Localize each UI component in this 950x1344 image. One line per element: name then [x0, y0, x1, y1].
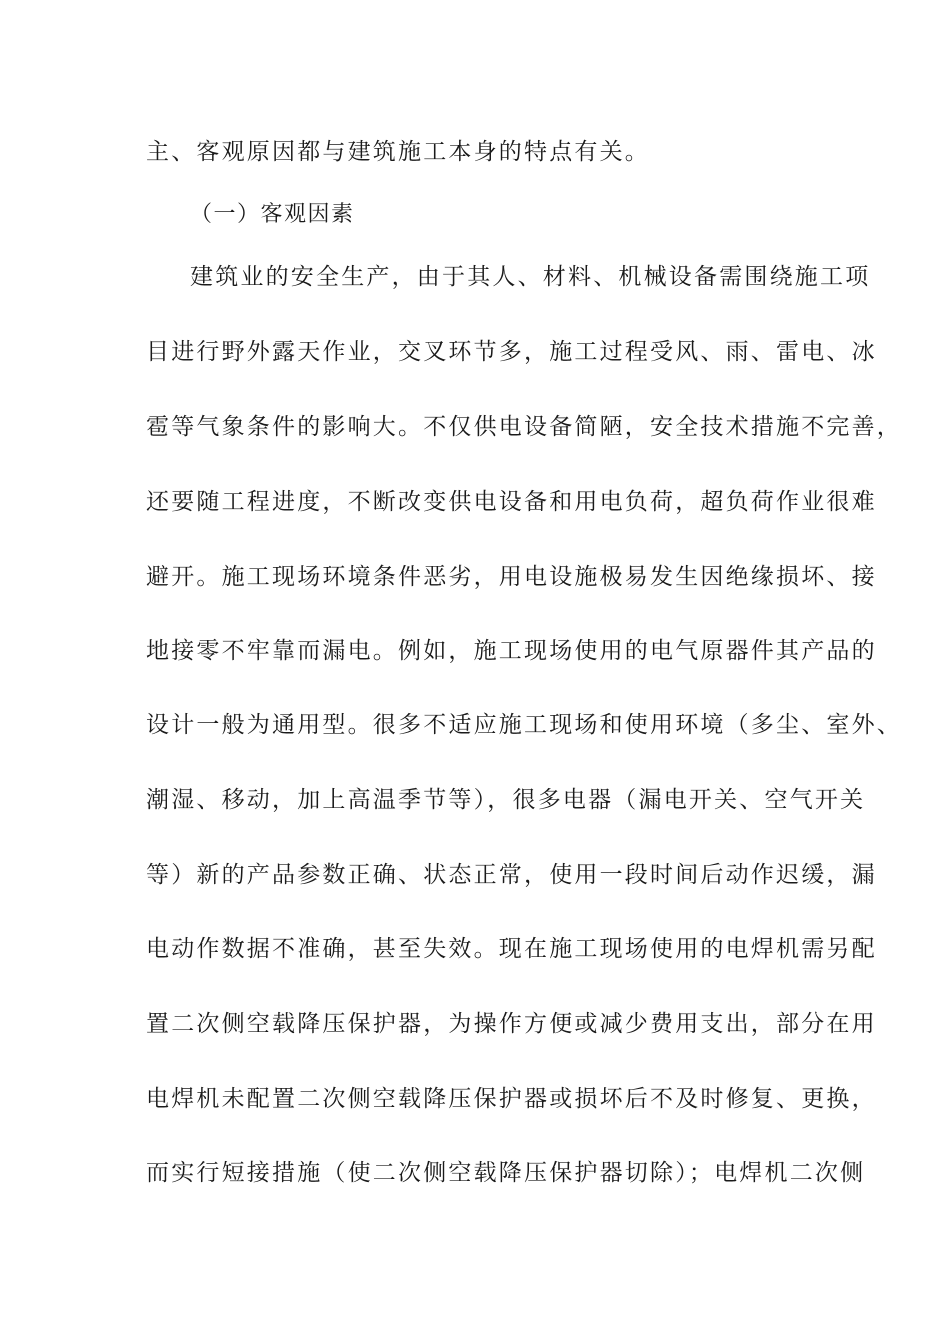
section-heading: （一）客观因素 — [190, 202, 355, 227]
paragraph-line: 而实行短接措施（使二次侧空载降压保护器切除）；电焊机二次侧 — [146, 1160, 866, 1186]
paragraph-continuation: 主、客观原因都与建筑施工本身的特点有关。 — [146, 139, 650, 165]
paragraph-line: 设计一般为通用型。很多不适应施工现场和使用环境（多尘、室外、 — [146, 712, 902, 738]
paragraph-line: 置二次侧空载降压保护器，为操作方便或减少费用支出，部分在用 — [146, 1011, 877, 1037]
paragraph-line: 地接零不牢靠而漏电。例如，施工现场使用的电气原器件其产品的 — [146, 638, 877, 664]
paragraph-line: 雹等气象条件的影响大。不仅供电设备简陋，安全技术措施不完善， — [146, 414, 902, 440]
paragraph-line: 等）新的产品参数正确、状态正常，使用一段时间后动作迟缓，漏 — [146, 862, 877, 888]
paragraph-line: 还要随工程进度，不断改变供电设备和用电负荷，超负荷作业很难 — [146, 489, 877, 515]
paragraph-line: 潮湿、移动，加上高温季节等），很多电器（漏电开关、空气开关 — [146, 787, 866, 813]
paragraph-line: 电动作数据不准确，甚至失效。现在施工现场使用的电焊机需另配 — [146, 936, 877, 962]
paragraph-line: 目进行野外露天作业，交叉环节多，施工过程受风、雨、雷电、冰 — [146, 339, 877, 365]
paragraph-line: 建筑业的安全生产，由于其人、材料、机械设备需围绕施工项 — [190, 264, 871, 290]
paragraph-line: 电焊机未配置二次侧空载降压保护器或损坏后不及时修复、更换， — [146, 1086, 877, 1112]
paragraph-line: 避开。施工现场环境条件恶劣，用电设施极易发生因绝缘损坏、接 — [146, 564, 877, 590]
